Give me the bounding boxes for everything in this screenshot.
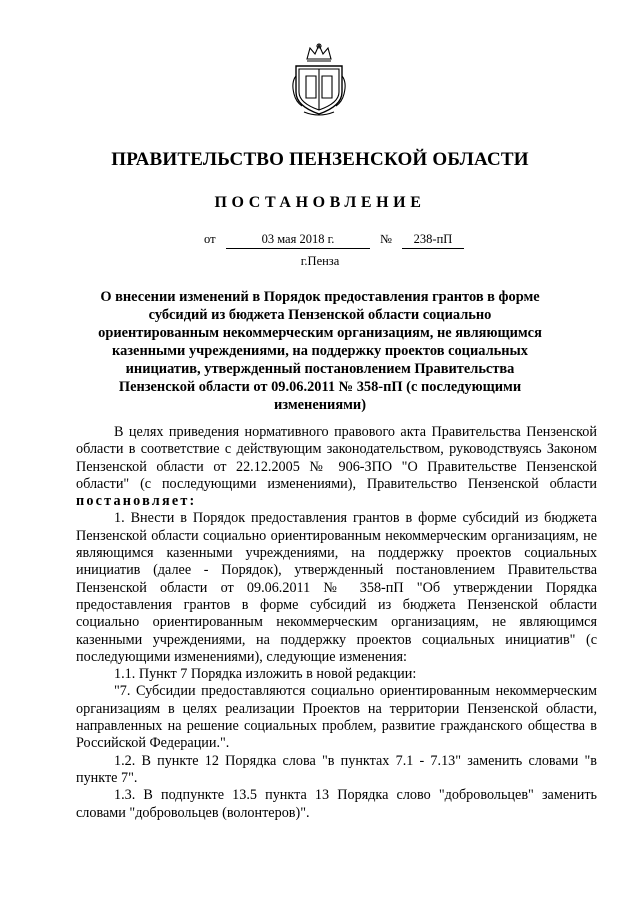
government-title: ПРАВИТЕЛЬСТВО ПЕНЗЕНСКОЙ ОБЛАСТИ xyxy=(111,149,529,170)
document-body xyxy=(76,424,597,822)
document-number: 238-пП xyxy=(402,232,464,249)
paragraph-1: 1. Внести в Порядок предоставления грантов в форме субсидий из бюджета Пензенской области социально ориентированным некоммерческим организациям, не являющимся казенными учреждениями, на поддержку проектов социальных инициатив (далее - Порядок), утвержденный постановлением Правительства Пензенской области от 09.06.2011 № 358-пП "Об утверждении Порядка предоставления грантов в форме субсидий из бюджета Пензенской области социально ориентированным некоммерческим организациям, не являющимся казенными учреждениями, на поддержку проектов социальных инициатив" (с последующими изменениями), следующие изменения: xyxy=(76,510,597,665)
preamble-paragraph xyxy=(76,424,597,510)
document-subject: О внесении изменений в Порядок предоставления грантов в форме субсидий из бюджета Пензенской области социально ориентированным некоммерческим организациям, не являющимся казенными учреждениями, на поддержку проектов социальных инициатив, утвержденный постановлением Правительства Пензенской области от 09.06.2011 № 358-пП (с последующими изменениями) xyxy=(98,289,542,413)
document-date: 03 мая 2018 г. xyxy=(226,232,370,249)
number-prefix: № xyxy=(380,232,392,246)
paragraph-1-1-quote: "7. Субсидии предоставляются социально ориентированным некоммерческим организациям в целях реализации Проектов на территории Пензенской области, направленных на решение социальных проблем, развитие гражданского общества в Российской Федерации.". xyxy=(76,683,597,752)
coat-of-arms-emblem xyxy=(290,42,348,118)
document-type: ПОСТАНОВЛЕНИЕ xyxy=(214,194,426,211)
paragraph-1-1: 1.1. Пункт 7 Порядка изложить в новой редакции: xyxy=(114,666,417,683)
preamble-text: В целях приведения нормативного правового акта Правительства Пензенской области в соответствие с действующим законодательством, руководствуясь Законом Пензенской области от 22.12.2005 № 906-ЗПО "О Правительстве Пензенской области" (с последующими изменениями), Правительство Пензенской области xyxy=(76,424,597,492)
decree-word: постановляет: xyxy=(76,493,197,510)
city: г.Пенза xyxy=(300,254,340,268)
paragraph-1-2: 1.2. В пункте 12 Порядка слова "в пунктах 7.1 - 7.13" заменить словами "в пункте 7". xyxy=(76,752,597,786)
date-number-line xyxy=(204,232,464,252)
date-prefix: от xyxy=(204,232,216,246)
paragraph-1-3: 1.3. В подпункте 13.5 пункта 13 Порядка слово "добровольцев" заменить словами "добровольцев (волонтеров)". xyxy=(76,787,597,821)
